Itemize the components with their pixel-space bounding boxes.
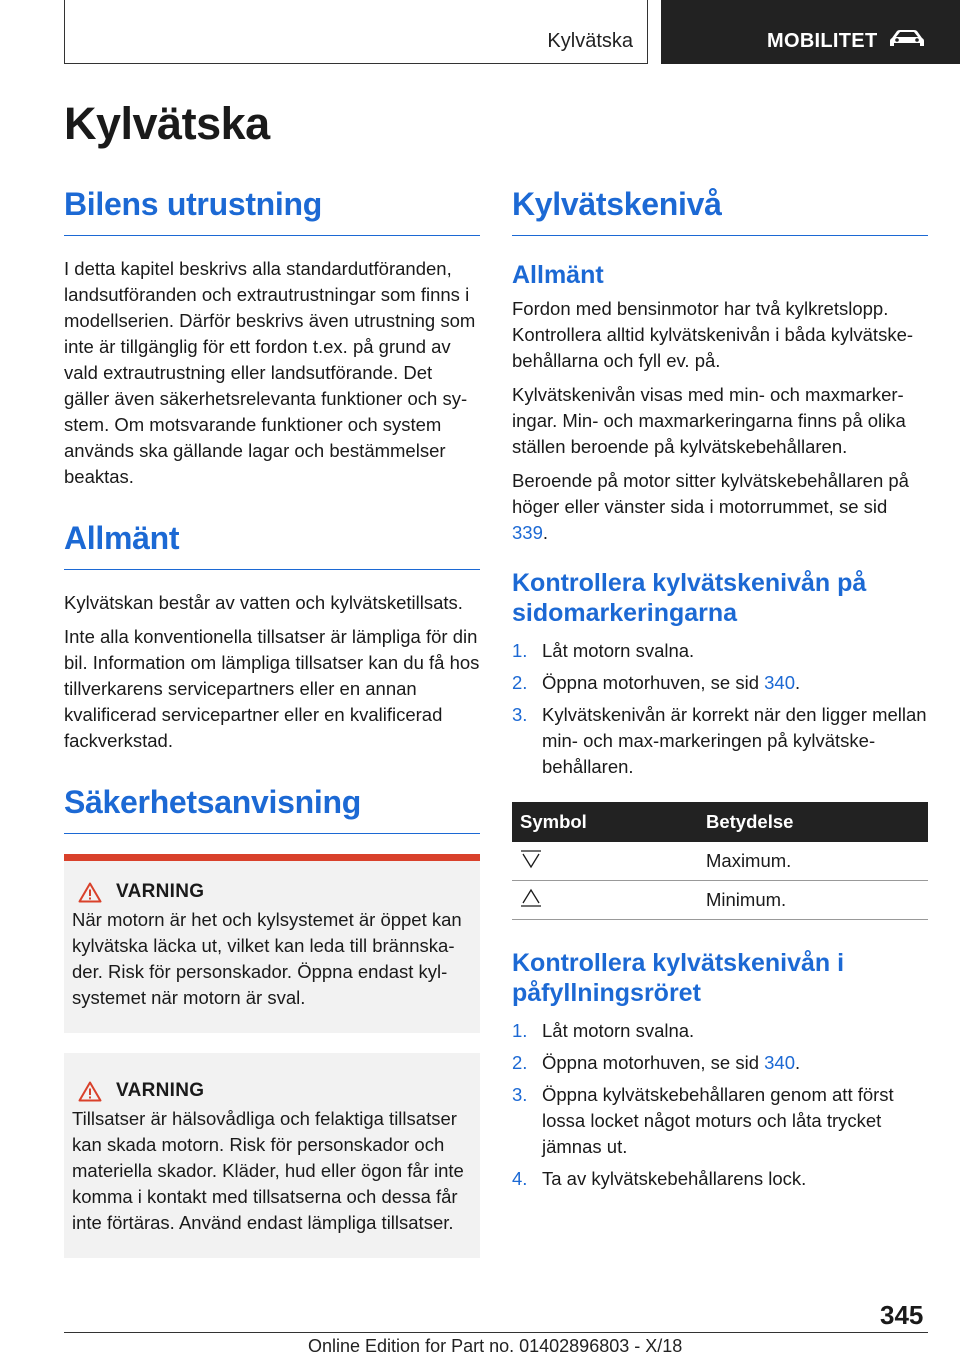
min-marker-icon [520, 888, 542, 908]
text-end: . [795, 1052, 801, 1073]
list-item [512, 1082, 928, 1160]
header-section-tab [64, 0, 648, 64]
allmant-text-1: Kylvätskan består av vatten och kylvätsketillsats. [64, 592, 463, 613]
niva-allmant-text-2: Kylvätskenivån visas med min- och maxmarkeringar. Min- och maxmarkeringarna finns på olika ställen beroende på kylvätskebehållaren. [512, 384, 906, 457]
warning-box [64, 1053, 480, 1258]
column-header-symbol: Symbol [512, 802, 698, 842]
step-text-body: Låt motorn svalna. [542, 640, 695, 661]
meaning-cell: Minimum. [698, 881, 928, 920]
warning-triangle-icon [78, 1081, 102, 1102]
list-item [512, 1050, 928, 1076]
step-text [542, 1050, 800, 1076]
symbol-cell [512, 842, 698, 881]
step-number: 2. [512, 1052, 528, 1073]
niva-allmant-text-3-body: Beroende på motor sitter kylvätskebehållaren på höger eller vänster sida i motorrummet, se sid [512, 470, 909, 517]
page-title: Kylvätska [64, 98, 270, 149]
car-icon [889, 28, 925, 50]
step-text [542, 1166, 806, 1192]
list-item [512, 638, 928, 664]
list-item [512, 1018, 928, 1044]
warning-header [72, 1080, 472, 1102]
table-header-row [512, 802, 928, 842]
step-number: 4. [512, 1168, 528, 1189]
steps-pafyllningsror [512, 1018, 928, 1192]
column-header-betydelse: Betydelse [698, 802, 928, 842]
list-item [512, 670, 928, 696]
text-end: . [542, 522, 549, 543]
step-number: 3. [512, 1084, 528, 1105]
step-number: 1. [512, 1020, 528, 1041]
symbol-cell [512, 881, 698, 920]
section-heading-kylvatskeniva: Kylvätskenivå [512, 186, 928, 236]
warning-text: När motorn är het och kylsystemet är öppet kan kylvätska läcka ut, vilket kan leda till brännskader. Risk för personskador. Öppna endast kylsystemet när motorn är sval. [72, 909, 462, 1008]
step-text-body: Öppna motorhuven, se sid [542, 672, 765, 693]
left-column [64, 186, 480, 1258]
page-link-340[interactable]: 340 [764, 1052, 796, 1073]
step-number: 1. [512, 640, 528, 661]
header-chapter-tab [661, 0, 960, 64]
warning-label: VARNING [116, 1080, 205, 1101]
warning-triangle-icon [78, 882, 102, 903]
page-number: 345 [880, 1300, 924, 1330]
table-row [512, 842, 928, 881]
list-item [512, 702, 928, 780]
list-item [512, 1166, 928, 1192]
subheading-pafyllningsror: Kontrollera kylvätskenivån i påfyllningsröret [512, 949, 845, 1007]
step-text [542, 638, 694, 664]
header-chapter-label: MOBILITET [767, 30, 878, 52]
step-text-body: Ta av kylvätskebehållarens lock. [542, 1168, 807, 1189]
step-text [542, 1018, 694, 1044]
subheading-sidomarkeringar: Kontrollera kylvätskenivån på sidomarkeringarna [512, 569, 867, 627]
table-row [512, 881, 928, 920]
warning-header [72, 881, 472, 903]
text-end: . [795, 672, 801, 693]
footer-edition: Online Edition for Part no. 01402896803 - X/18 [308, 1336, 683, 1356]
bilens-utrustning-text: I detta kapitel beskrivs alla standardutföranden, landsutföranden och extrautrustningar som finns i modellserien. Därför beskrivs även utrustning som inte är tillgänglig för ett fordon t.ex. på grund av vald extrautrustning eller landsutförande. Det gäller även säkerhetsrelevanta funktioner och system. Om motsvarande funktioner och system används ska gällande lagar och bestämmelser beaktas. [64, 258, 476, 487]
step-text [542, 702, 928, 780]
header-section-title: Kylvätska [547, 30, 633, 52]
warning-text: Tillsatser är hälsovådliga och felaktiga tillsatser kan skada motorn. Risk för personskador och materiella skador. Kläder, hud eller ögon får inte komma i kontakt med tillsatserna och dessa får inte förtäras. Använd endast lämpliga tillsatser. [72, 1108, 464, 1233]
warning-box [64, 854, 480, 1033]
subheading-allmant: Allmänt [512, 261, 604, 289]
section-heading-sakerhetsanvisning: Säkerhetsanvisning [64, 784, 480, 834]
allmant-text-2: Inte alla konventionella tillsatser är lämpliga för din bil. Information om lämpliga tillsatser kan du få hos tillverkarens servicepartners eller en annan kvalificerad servicepartner eller en kvalificerad fackverkstad. [64, 626, 480, 751]
steps-sidomarkeringar [512, 638, 928, 780]
step-text [542, 1082, 928, 1160]
symbol-table [512, 802, 928, 920]
niva-allmant-text-3 [512, 468, 928, 546]
section-heading-allmant: Allmänt [64, 520, 480, 570]
page-link-340[interactable]: 340 [764, 672, 796, 693]
warning-label: VARNING [116, 881, 205, 902]
niva-allmant-text-1: Fordon med bensinmotor har två kylkretslopp. Kontrollera alltid kylvätskenivån i båda kylvätskebehållarna och fyll ev. på. [512, 298, 914, 371]
right-column [512, 186, 928, 1198]
page-link-339[interactable]: 339 [512, 522, 543, 543]
footer-divider [64, 1332, 928, 1333]
step-text-body: Kylvätskenivån är korrekt när den ligger mellan min- och max-markeringen på kylvätskebehållaren. [542, 704, 927, 777]
section-heading-bilens-utrustning: Bilens utrustning [64, 186, 480, 236]
step-text [542, 670, 800, 696]
step-text-body: Öppna kylvätskebehållaren genom att först lossa locket något moturs och låta trycket jämnas ut. [542, 1084, 894, 1157]
step-number: 2. [512, 672, 528, 693]
step-text-body: Öppna motorhuven, se sid [542, 1052, 765, 1073]
step-text-body: Låt motorn svalna. [542, 1020, 695, 1041]
meaning-cell: Maximum. [698, 842, 928, 881]
step-number: 3. [512, 704, 528, 725]
max-marker-icon [520, 849, 542, 869]
